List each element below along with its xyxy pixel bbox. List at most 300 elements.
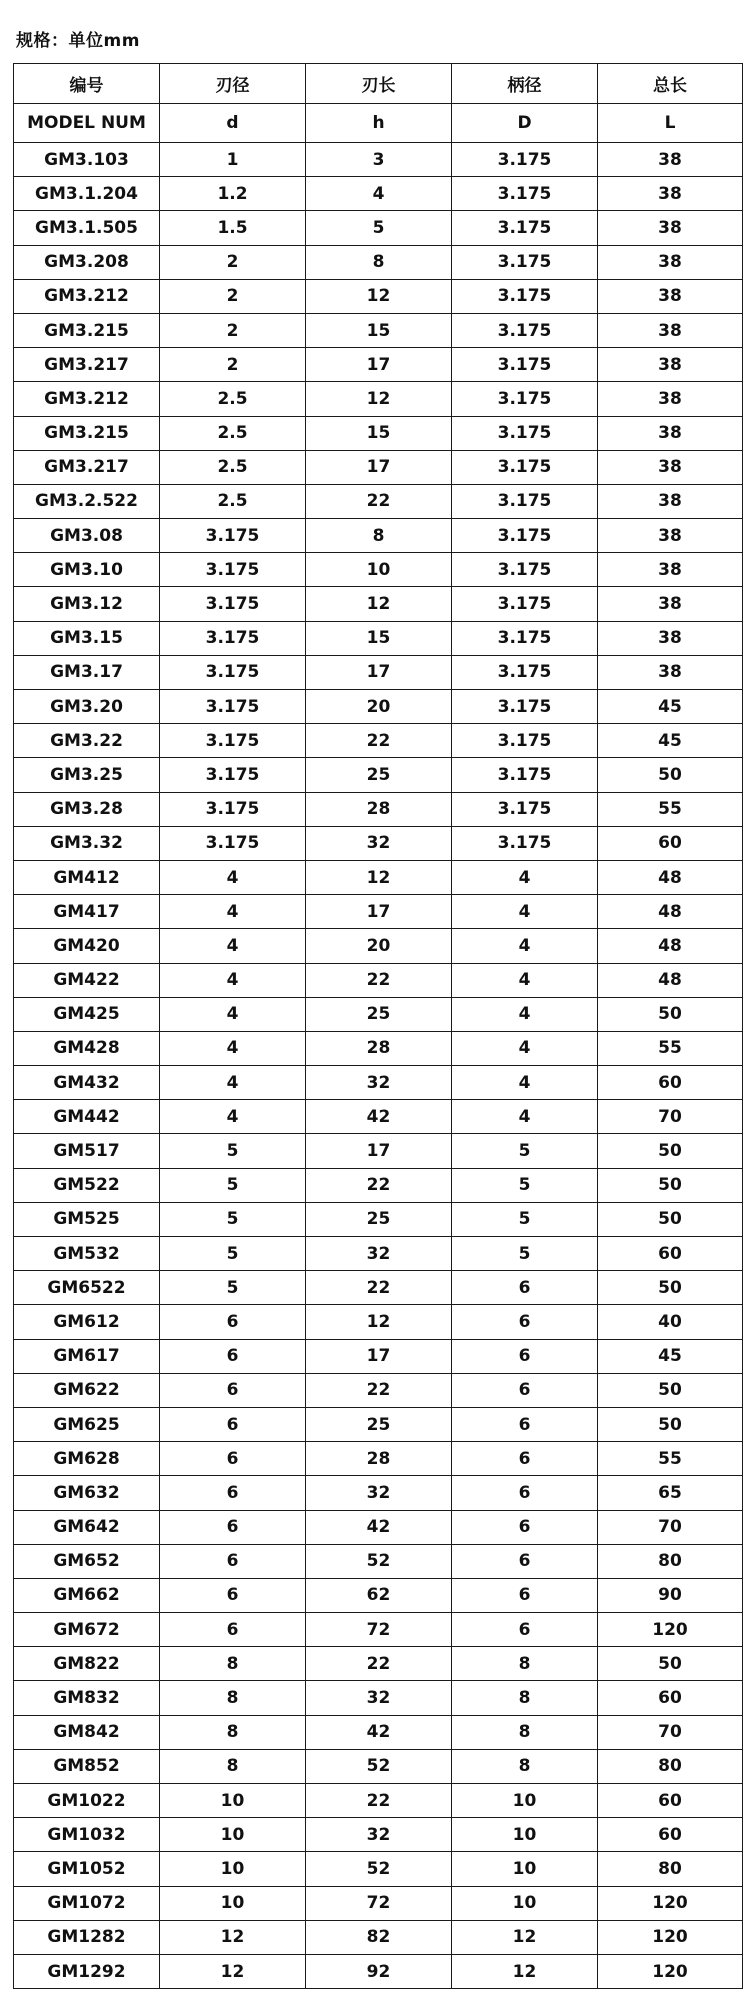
table-row xyxy=(14,1305,743,1339)
blade-length-cell: 52 xyxy=(306,1852,452,1886)
total-length-cell: 50 xyxy=(598,1373,743,1407)
blade-diameter-cell: 10 xyxy=(160,1818,306,1852)
shank-diameter-cell: 6 xyxy=(452,1510,598,1544)
total-length-cell: 50 xyxy=(598,1407,743,1441)
table-row xyxy=(14,1749,743,1783)
shank-diameter-cell: 12 xyxy=(452,1954,598,1988)
shank-diameter-cell: 4 xyxy=(452,895,598,929)
total-length-cell: 45 xyxy=(598,690,743,724)
blade-diameter-cell: 2 xyxy=(160,245,306,279)
blade-diameter-cell: 3.175 xyxy=(160,758,306,792)
blade-diameter-cell: 6 xyxy=(160,1305,306,1339)
blade-length-cell: 20 xyxy=(306,690,452,724)
blade-diameter-cell: 3.175 xyxy=(160,826,306,860)
blade-diameter-cell: 8 xyxy=(160,1715,306,1749)
table-row xyxy=(14,313,743,347)
model-cell: GM625 xyxy=(14,1407,160,1441)
blade-length-cell: 22 xyxy=(306,1784,452,1818)
total-length-cell: 90 xyxy=(598,1578,743,1612)
model-cell: GM617 xyxy=(14,1339,160,1373)
shank-diameter-cell: 3.175 xyxy=(452,587,598,621)
blade-length-cell: 10 xyxy=(306,553,452,587)
total-length-cell: 45 xyxy=(598,724,743,758)
blade-length-cell: 4 xyxy=(306,177,452,211)
blade-diameter-cell: 5 xyxy=(160,1202,306,1236)
model-cell: GM412 xyxy=(14,860,160,894)
header-symbol-d: d xyxy=(160,104,306,143)
shank-diameter-cell: 3.175 xyxy=(452,177,598,211)
shank-diameter-cell: 3.175 xyxy=(452,211,598,245)
shank-diameter-cell: 3.175 xyxy=(452,279,598,313)
blade-diameter-cell: 2.5 xyxy=(160,382,306,416)
shank-diameter-cell: 3.175 xyxy=(452,484,598,518)
model-cell: GM842 xyxy=(14,1715,160,1749)
total-length-cell: 38 xyxy=(598,313,743,347)
shank-diameter-cell: 3.175 xyxy=(452,382,598,416)
table-row xyxy=(14,1578,743,1612)
model-cell: GM3.103 xyxy=(14,143,160,177)
shank-diameter-cell: 8 xyxy=(452,1647,598,1681)
model-cell: GM3.1.505 xyxy=(14,211,160,245)
total-length-cell: 38 xyxy=(598,553,743,587)
table-row xyxy=(14,1647,743,1681)
header-model-num: MODEL NUM xyxy=(14,104,160,143)
blade-length-cell: 32 xyxy=(306,1237,452,1271)
total-length-cell: 120 xyxy=(598,1886,743,1920)
table-row xyxy=(14,416,743,450)
blade-length-cell: 22 xyxy=(306,724,452,758)
blade-diameter-cell: 10 xyxy=(160,1784,306,1818)
total-length-cell: 60 xyxy=(598,1066,743,1100)
blade-diameter-cell: 3.175 xyxy=(160,792,306,826)
blade-diameter-cell: 5 xyxy=(160,1168,306,1202)
total-length-cell: 38 xyxy=(598,211,743,245)
total-length-cell: 65 xyxy=(598,1476,743,1510)
total-length-cell: 38 xyxy=(598,519,743,553)
shank-diameter-cell: 3.175 xyxy=(452,792,598,826)
total-length-cell: 55 xyxy=(598,1031,743,1065)
model-cell: GM3.2.522 xyxy=(14,484,160,518)
total-length-cell: 38 xyxy=(598,587,743,621)
blade-length-cell: 92 xyxy=(306,1954,452,1988)
total-length-cell: 60 xyxy=(598,1681,743,1715)
table-row xyxy=(14,177,743,211)
table-row xyxy=(14,1715,743,1749)
model-cell: GM672 xyxy=(14,1613,160,1647)
total-length-cell: 48 xyxy=(598,963,743,997)
total-length-cell: 50 xyxy=(598,997,743,1031)
blade-length-cell: 15 xyxy=(306,313,452,347)
total-length-cell: 50 xyxy=(598,1134,743,1168)
model-cell: GM3.212 xyxy=(14,382,160,416)
model-cell: GM428 xyxy=(14,1031,160,1065)
blade-length-cell: 22 xyxy=(306,484,452,518)
shank-diameter-cell: 3.175 xyxy=(452,724,598,758)
shank-diameter-cell: 4 xyxy=(452,1031,598,1065)
table-row xyxy=(14,758,743,792)
table-row xyxy=(14,1818,743,1852)
shank-diameter-cell: 6 xyxy=(452,1407,598,1441)
blade-length-cell: 62 xyxy=(306,1578,452,1612)
model-cell: GM632 xyxy=(14,1476,160,1510)
shank-diameter-cell: 3.175 xyxy=(452,621,598,655)
blade-diameter-cell: 2.5 xyxy=(160,416,306,450)
model-cell: GM3.22 xyxy=(14,724,160,758)
blade-diameter-cell: 6 xyxy=(160,1373,306,1407)
blade-diameter-cell: 2.5 xyxy=(160,484,306,518)
blade-length-cell: 22 xyxy=(306,963,452,997)
blade-length-cell: 12 xyxy=(306,1305,452,1339)
table-row xyxy=(14,1168,743,1202)
model-cell: GM3.10 xyxy=(14,553,160,587)
blade-length-cell: 22 xyxy=(306,1168,452,1202)
table-row xyxy=(14,450,743,484)
blade-length-cell: 12 xyxy=(306,382,452,416)
total-length-cell: 38 xyxy=(598,348,743,382)
header-blade-length: 刃长 xyxy=(306,64,452,104)
blade-diameter-cell: 2.5 xyxy=(160,450,306,484)
shank-diameter-cell: 6 xyxy=(452,1339,598,1373)
shank-diameter-cell: 6 xyxy=(452,1442,598,1476)
blade-diameter-cell: 5 xyxy=(160,1271,306,1305)
blade-diameter-cell: 8 xyxy=(160,1647,306,1681)
blade-length-cell: 72 xyxy=(306,1886,452,1920)
total-length-cell: 70 xyxy=(598,1510,743,1544)
blade-diameter-cell: 10 xyxy=(160,1852,306,1886)
blade-length-cell: 12 xyxy=(306,587,452,621)
blade-diameter-cell: 4 xyxy=(160,997,306,1031)
total-length-cell: 60 xyxy=(598,826,743,860)
shank-diameter-cell: 4 xyxy=(452,1066,598,1100)
shank-diameter-cell: 3.175 xyxy=(452,245,598,279)
shank-diameter-cell: 5 xyxy=(452,1202,598,1236)
table-row xyxy=(14,1886,743,1920)
blade-length-cell: 25 xyxy=(306,997,452,1031)
model-cell: GM822 xyxy=(14,1647,160,1681)
table-row xyxy=(14,621,743,655)
table-row xyxy=(14,690,743,724)
shank-diameter-cell: 5 xyxy=(452,1134,598,1168)
total-length-cell: 80 xyxy=(598,1852,743,1886)
model-cell: GM3.212 xyxy=(14,279,160,313)
blade-diameter-cell: 3.175 xyxy=(160,690,306,724)
table-row xyxy=(14,1031,743,1065)
total-length-cell: 38 xyxy=(598,416,743,450)
blade-diameter-cell: 3.175 xyxy=(160,724,306,758)
blade-length-cell: 25 xyxy=(306,1407,452,1441)
blade-length-cell: 72 xyxy=(306,1613,452,1647)
model-cell: GM522 xyxy=(14,1168,160,1202)
total-length-cell: 70 xyxy=(598,1715,743,1749)
table-row xyxy=(14,484,743,518)
shank-diameter-cell: 6 xyxy=(452,1613,598,1647)
total-length-cell: 48 xyxy=(598,860,743,894)
blade-diameter-cell: 1.2 xyxy=(160,177,306,211)
blade-diameter-cell: 6 xyxy=(160,1578,306,1612)
model-cell: GM832 xyxy=(14,1681,160,1715)
total-length-cell: 70 xyxy=(598,1100,743,1134)
total-length-cell: 55 xyxy=(598,1442,743,1476)
shank-diameter-cell: 6 xyxy=(452,1271,598,1305)
total-length-cell: 50 xyxy=(598,758,743,792)
blade-length-cell: 32 xyxy=(306,1066,452,1100)
blade-diameter-cell: 6 xyxy=(160,1544,306,1578)
blade-length-cell: 20 xyxy=(306,929,452,963)
model-cell: GM612 xyxy=(14,1305,160,1339)
blade-length-cell: 42 xyxy=(306,1715,452,1749)
table-row xyxy=(14,1510,743,1544)
table-row xyxy=(14,1920,743,1954)
blade-length-cell: 42 xyxy=(306,1510,452,1544)
blade-length-cell: 17 xyxy=(306,1134,452,1168)
shank-diameter-cell: 6 xyxy=(452,1578,598,1612)
blade-length-cell: 22 xyxy=(306,1373,452,1407)
total-length-cell: 60 xyxy=(598,1818,743,1852)
shank-diameter-cell: 6 xyxy=(452,1373,598,1407)
model-cell: GM628 xyxy=(14,1442,160,1476)
table-row xyxy=(14,587,743,621)
total-length-cell: 38 xyxy=(598,450,743,484)
blade-diameter-cell: 2 xyxy=(160,348,306,382)
table-row xyxy=(14,724,743,758)
shank-diameter-cell: 5 xyxy=(452,1168,598,1202)
blade-diameter-cell: 12 xyxy=(160,1920,306,1954)
blade-length-cell: 25 xyxy=(306,758,452,792)
table-row xyxy=(14,1202,743,1236)
model-cell: GM1072 xyxy=(14,1886,160,1920)
header-model: 编号 xyxy=(14,64,160,104)
blade-diameter-cell: 1.5 xyxy=(160,211,306,245)
blade-diameter-cell: 3.175 xyxy=(160,655,306,689)
blade-length-cell: 8 xyxy=(306,519,452,553)
table-row xyxy=(14,826,743,860)
total-length-cell: 50 xyxy=(598,1647,743,1681)
blade-diameter-cell: 4 xyxy=(160,929,306,963)
model-cell: GM1022 xyxy=(14,1784,160,1818)
blade-diameter-cell: 10 xyxy=(160,1886,306,1920)
blade-diameter-cell: 3.175 xyxy=(160,519,306,553)
shank-diameter-cell: 3.175 xyxy=(452,519,598,553)
table-row xyxy=(14,245,743,279)
blade-length-cell: 28 xyxy=(306,792,452,826)
blade-diameter-cell: 3.175 xyxy=(160,553,306,587)
blade-length-cell: 17 xyxy=(306,1339,452,1373)
total-length-cell: 60 xyxy=(598,1237,743,1271)
shank-diameter-cell: 4 xyxy=(452,860,598,894)
table-row xyxy=(14,1613,743,1647)
header-row-chinese xyxy=(14,64,743,104)
model-cell: GM417 xyxy=(14,895,160,929)
model-cell: GM3.17 xyxy=(14,655,160,689)
model-cell: GM525 xyxy=(14,1202,160,1236)
total-length-cell: 80 xyxy=(598,1544,743,1578)
table-row xyxy=(14,997,743,1031)
blade-length-cell: 82 xyxy=(306,1920,452,1954)
total-length-cell: 50 xyxy=(598,1168,743,1202)
table-row xyxy=(14,929,743,963)
blade-diameter-cell: 8 xyxy=(160,1681,306,1715)
total-length-cell: 120 xyxy=(598,1613,743,1647)
blade-diameter-cell: 12 xyxy=(160,1954,306,1988)
blade-length-cell: 5 xyxy=(306,211,452,245)
shank-diameter-cell: 10 xyxy=(452,1818,598,1852)
blade-length-cell: 52 xyxy=(306,1749,452,1783)
table-row xyxy=(14,1100,743,1134)
blade-diameter-cell: 6 xyxy=(160,1613,306,1647)
model-cell: GM6522 xyxy=(14,1271,160,1305)
model-cell: GM852 xyxy=(14,1749,160,1783)
blade-length-cell: 32 xyxy=(306,826,452,860)
blade-length-cell: 8 xyxy=(306,245,452,279)
table-row xyxy=(14,1134,743,1168)
shank-diameter-cell: 10 xyxy=(452,1852,598,1886)
blade-length-cell: 17 xyxy=(306,450,452,484)
model-cell: GM3.217 xyxy=(14,450,160,484)
shank-diameter-cell: 12 xyxy=(452,1920,598,1954)
blade-length-cell: 17 xyxy=(306,348,452,382)
total-length-cell: 55 xyxy=(598,792,743,826)
shank-diameter-cell: 3.175 xyxy=(452,416,598,450)
total-length-cell: 38 xyxy=(598,245,743,279)
table-row xyxy=(14,963,743,997)
model-cell: GM442 xyxy=(14,1100,160,1134)
shank-diameter-cell: 3.175 xyxy=(452,450,598,484)
model-cell: GM3.08 xyxy=(14,519,160,553)
total-length-cell: 50 xyxy=(598,1202,743,1236)
blade-length-cell: 12 xyxy=(306,860,452,894)
blade-diameter-cell: 4 xyxy=(160,860,306,894)
total-length-cell: 38 xyxy=(598,143,743,177)
blade-diameter-cell: 4 xyxy=(160,1100,306,1134)
shank-diameter-cell: 3.175 xyxy=(452,313,598,347)
header-blade-diameter: 刃径 xyxy=(160,64,306,104)
spec-table-body xyxy=(14,143,743,1989)
table-row xyxy=(14,1544,743,1578)
table-row xyxy=(14,1271,743,1305)
shank-diameter-cell: 3.175 xyxy=(452,826,598,860)
blade-diameter-cell: 4 xyxy=(160,895,306,929)
blade-length-cell: 42 xyxy=(306,1100,452,1134)
table-row xyxy=(14,279,743,313)
total-length-cell: 120 xyxy=(598,1954,743,1988)
shank-diameter-cell: 4 xyxy=(452,963,598,997)
table-row xyxy=(14,1407,743,1441)
model-cell: GM532 xyxy=(14,1237,160,1271)
shank-diameter-cell: 3.175 xyxy=(452,690,598,724)
shank-diameter-cell: 4 xyxy=(452,929,598,963)
shank-diameter-cell: 6 xyxy=(452,1544,598,1578)
blade-length-cell: 25 xyxy=(306,1202,452,1236)
table-row xyxy=(14,553,743,587)
total-length-cell: 48 xyxy=(598,895,743,929)
shank-diameter-cell: 4 xyxy=(452,997,598,1031)
blade-diameter-cell: 6 xyxy=(160,1407,306,1441)
header-symbol-L: L xyxy=(598,104,743,143)
blade-diameter-cell: 5 xyxy=(160,1237,306,1271)
shank-diameter-cell: 8 xyxy=(452,1749,598,1783)
total-length-cell: 120 xyxy=(598,1920,743,1954)
total-length-cell: 48 xyxy=(598,929,743,963)
table-row xyxy=(14,1442,743,1476)
model-cell: GM3.20 xyxy=(14,690,160,724)
blade-length-cell: 15 xyxy=(306,416,452,450)
model-cell: GM3.1.204 xyxy=(14,177,160,211)
header-total-length: 总长 xyxy=(598,64,743,104)
blade-diameter-cell: 6 xyxy=(160,1510,306,1544)
shank-diameter-cell: 3.175 xyxy=(452,348,598,382)
model-cell: GM1032 xyxy=(14,1818,160,1852)
table-row xyxy=(14,1852,743,1886)
blade-length-cell: 22 xyxy=(306,1647,452,1681)
shank-diameter-cell: 6 xyxy=(452,1305,598,1339)
model-cell: GM420 xyxy=(14,929,160,963)
total-length-cell: 38 xyxy=(598,655,743,689)
shank-diameter-cell: 3.175 xyxy=(452,553,598,587)
shank-diameter-cell: 3.175 xyxy=(452,143,598,177)
table-row xyxy=(14,1476,743,1510)
blade-length-cell: 15 xyxy=(306,621,452,655)
table-row xyxy=(14,1339,743,1373)
table-row xyxy=(14,211,743,245)
total-length-cell: 80 xyxy=(598,1749,743,1783)
table-row xyxy=(14,1681,743,1715)
table-row xyxy=(14,792,743,826)
table-row xyxy=(14,655,743,689)
header-row-symbols xyxy=(14,104,743,143)
shank-diameter-cell: 4 xyxy=(452,1100,598,1134)
table-row xyxy=(14,860,743,894)
table-row xyxy=(14,143,743,177)
blade-diameter-cell: 3.175 xyxy=(160,587,306,621)
model-cell: GM517 xyxy=(14,1134,160,1168)
blade-diameter-cell: 6 xyxy=(160,1442,306,1476)
blade-length-cell: 17 xyxy=(306,655,452,689)
total-length-cell: 38 xyxy=(598,382,743,416)
model-cell: GM425 xyxy=(14,997,160,1031)
model-cell: GM3.12 xyxy=(14,587,160,621)
table-row xyxy=(14,895,743,929)
model-cell: GM3.28 xyxy=(14,792,160,826)
blade-diameter-cell: 2 xyxy=(160,279,306,313)
table-row xyxy=(14,382,743,416)
blade-diameter-cell: 6 xyxy=(160,1339,306,1373)
blade-length-cell: 12 xyxy=(306,279,452,313)
blade-length-cell: 28 xyxy=(306,1442,452,1476)
table-row xyxy=(14,1237,743,1271)
spec-table xyxy=(13,63,743,1989)
total-length-cell: 40 xyxy=(598,1305,743,1339)
shank-diameter-cell: 10 xyxy=(452,1784,598,1818)
model-cell: GM3.208 xyxy=(14,245,160,279)
blade-length-cell: 32 xyxy=(306,1681,452,1715)
model-cell: GM622 xyxy=(14,1373,160,1407)
model-cell: GM652 xyxy=(14,1544,160,1578)
blade-diameter-cell: 4 xyxy=(160,963,306,997)
model-cell: GM1292 xyxy=(14,1954,160,1988)
model-cell: GM662 xyxy=(14,1578,160,1612)
blade-diameter-cell: 3.175 xyxy=(160,621,306,655)
table-row xyxy=(14,1954,743,1988)
shank-diameter-cell: 5 xyxy=(452,1237,598,1271)
model-cell: GM3.215 xyxy=(14,416,160,450)
table-row xyxy=(14,348,743,382)
total-length-cell: 38 xyxy=(598,177,743,211)
blade-diameter-cell: 5 xyxy=(160,1134,306,1168)
blade-length-cell: 52 xyxy=(306,1544,452,1578)
header-shank-diameter: 柄径 xyxy=(452,64,598,104)
model-cell: GM3.215 xyxy=(14,313,160,347)
model-cell: GM422 xyxy=(14,963,160,997)
